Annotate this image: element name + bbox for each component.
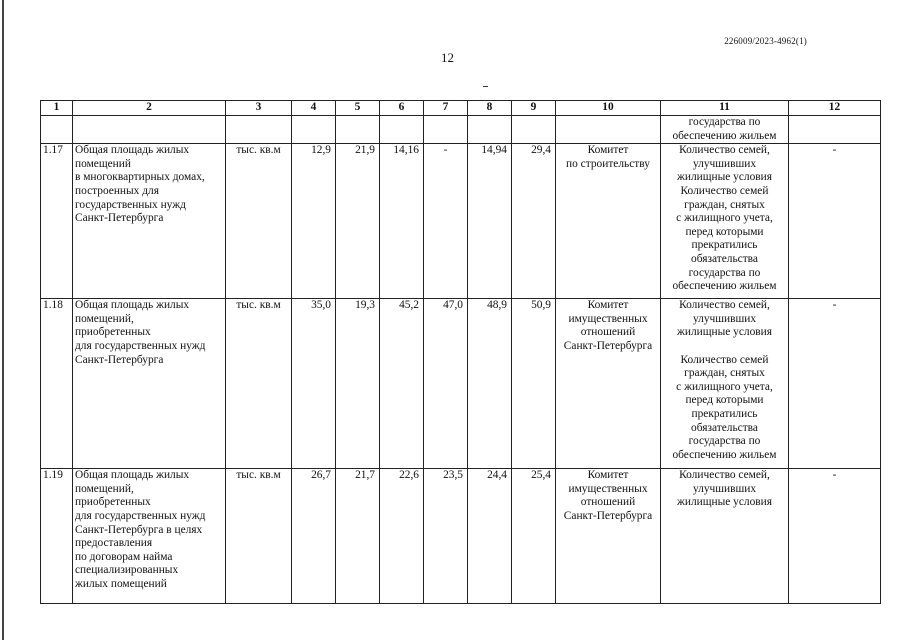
row-number: 1.17: [41, 144, 73, 299]
value-col9: 25,4: [512, 469, 556, 604]
header-cell: 3: [226, 101, 292, 116]
col12-value: -: [789, 299, 881, 469]
document-id: 226009/2023-4962(1): [724, 36, 807, 46]
header-cell: 1: [41, 101, 73, 116]
value-col8: 14,94: [468, 144, 512, 299]
row-number: 1.18: [41, 299, 73, 469]
carry-over-row: [41, 116, 881, 144]
header-row: [41, 101, 881, 116]
value-col4: 35,0: [292, 299, 336, 469]
header-cell: 2: [73, 101, 226, 116]
unit: тыс. кв.м: [226, 469, 292, 604]
carry-over-indicator: государства по обеспечению жильем: [661, 116, 789, 144]
executor: Комитет имущественных отношений Санкт-Петербурга: [556, 299, 661, 469]
value-col4: 26,7: [292, 469, 336, 604]
table-row: [41, 144, 881, 299]
value-col5: 19,3: [336, 299, 380, 469]
row-number: 1.19: [41, 469, 73, 604]
value-col8: 24,4: [468, 469, 512, 604]
indicator-name: Общая площадь жилых помещений, приобретенных для государственных нужд Санкт-Петербурга в целях предоставления по договорам найма специализированных жилых помещений: [73, 469, 226, 604]
executor: Комитет по строительству: [556, 144, 661, 299]
value-col6: 22,6: [380, 469, 424, 604]
executor: Комитет имущественных отношений Санкт-Петербурга: [556, 469, 661, 604]
indicators-table: [40, 100, 881, 604]
unit: тыс. кв.м: [226, 144, 292, 299]
value-col8: 48,9: [468, 299, 512, 469]
header-cell: 4: [292, 101, 336, 116]
value-col4: 12,9: [292, 144, 336, 299]
page-number: 12: [441, 50, 454, 65]
indicator-name: Общая площадь жилых помещений, приобретенных для государственных нужд Санкт-Петербурга: [73, 299, 226, 469]
header-cell: 5: [336, 101, 380, 116]
indicator-name: Общая площадь жилых помещений в многоквартирных домах, построенных для государственных нужд Санкт-Петербурга: [73, 144, 226, 299]
table-row: [41, 299, 881, 469]
col12-value: -: [789, 144, 881, 299]
top-mark: [483, 86, 488, 87]
table-row: [41, 469, 881, 604]
value-col5: 21,7: [336, 469, 380, 604]
header-cell: 12: [789, 101, 881, 116]
header-cell: 11: [661, 101, 789, 116]
value-col5: 21,9: [336, 144, 380, 299]
value-col9: 50,9: [512, 299, 556, 469]
value-col6: 45,2: [380, 299, 424, 469]
header-cell: 10: [556, 101, 661, 116]
unit: тыс. кв.м: [226, 299, 292, 469]
value-col7: 47,0: [424, 299, 468, 469]
header-cell: 8: [468, 101, 512, 116]
result-indicator: Количество семей, улучшивших жилищные условия Количество семей граждан, снятых с жилищного учета, перед которыми прекратились обязательства государства по обеспечению жильем: [661, 144, 789, 299]
scan-left-edge: [2, 0, 4, 640]
header-cell: 9: [512, 101, 556, 116]
result-indicator: Количество семей, улучшивших жилищные условия: [661, 469, 789, 604]
result-indicator: Количество семей, улучшивших жилищные условия Количество семей граждан, снятых с жилищного учета, перед которыми прекратились обязательства государства по обеспечению жильем: [661, 299, 789, 469]
header-cell: 7: [424, 101, 468, 116]
value-col6: 14,16: [380, 144, 424, 299]
value-col7: -: [424, 144, 468, 299]
value-col9: 29,4: [512, 144, 556, 299]
col12-value: -: [789, 469, 881, 604]
value-col7: 23,5: [424, 469, 468, 604]
header-cell: 6: [380, 101, 424, 116]
